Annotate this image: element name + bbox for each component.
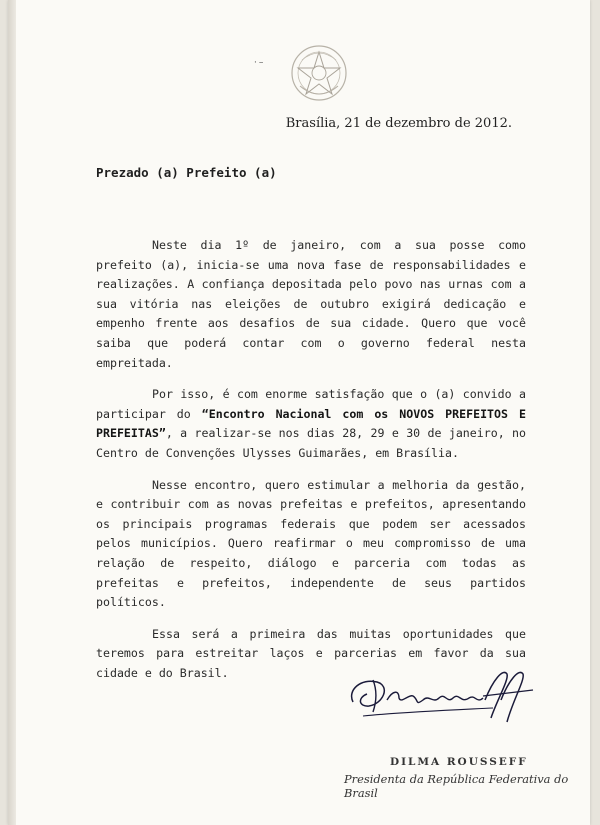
paragraph-2-end: , a realizar-se nos dias 28, 29 e 30 de janeiro, no Centro de Convenções Ulysses Guimarães, em Brasília. [96, 426, 526, 460]
signer-name: DILMA ROUSSEFF [390, 756, 528, 768]
signer-title: Presidenta da República Federativa do Brasil [344, 772, 569, 800]
handwritten-signature [343, 660, 543, 730]
paragraph-1: Neste dia 1º de janeiro, com a sua posse como prefeito (a), inicia-se uma nova fase de responsabilidades e realizações. A confiança depositada pelo povo nas urnas com a sua vitória nas eleições de outubro exigirá dedicação e empenho frente aos desafios de sua cidade. Quero que você saiba que poderá contar com o governo federal nesta empreitada. [96, 238, 526, 370]
paragraph-4: Essa será a primeira das muitas oportunidades que teremos para estreitar laços e parcerias em favor da sua cidade e do Brasil. [96, 626, 526, 680]
scan-edge [8, 0, 16, 825]
letter-greeting: Prezado (a) Prefeito (a) [96, 165, 277, 180]
event-name: “Encontro Nacional com os NOVOS PREFEITOS E PREFEITAS” [96, 406, 526, 441]
letter-page [8, 0, 590, 825]
letter-date: Brasília, 21 de dezembro de 2012. [285, 116, 512, 131]
seal-mark: ·– [254, 58, 266, 68]
paragraph-3: Nesse encontro, quero estimular a melhoria da gestão, e contribuir com as novas prefeitas e prefeitos, apresentando os principais programas federais que podem ser acessados pelos municípios. Quero reafirmar o meu compromisso de uma relação de respeito, diálogo e parceria com todas as prefeitas e prefeitos, independente de seus partidos políticos. [96, 477, 526, 610]
letter-body [96, 236, 526, 695]
coat-of-arms-icon [288, 42, 350, 104]
paragraph-2 [96, 385, 526, 463]
paragraph-2-start: Por isso, é com enorme satisfação que o (a) convido a participar do [96, 387, 526, 421]
